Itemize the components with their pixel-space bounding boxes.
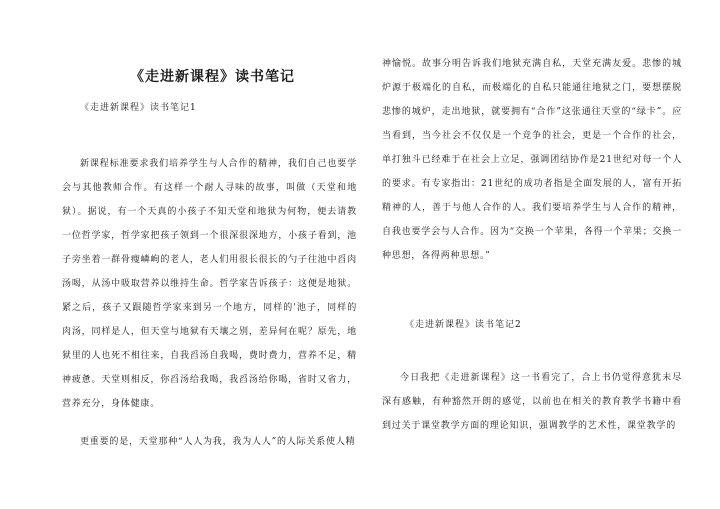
paragraph-2: 更重要的是，天堂那种“人人为我，我为人人”的人际关系使人精: [80, 437, 356, 447]
section-heading-2: 《走进新课程》读书笔记2: [405, 320, 522, 330]
paragraph-1: 新课程标准要求我们培养学生与人合作的精神，我们自己也要学会与其他教师合作。有这样一个耐人寻味的故事，叫做（天堂和地狱）。据说，有一个天真的小孩子不知天堂和地狱为何物，便去请教一位哲学家，哲学家把孩子领到一个很深很深地方，小孩子看到，池子旁坐着一群骨瘦嶙峋的老人，老人们用很长很长的勺子往池中舀肉汤喝，从汤中吸取营养以维持生命。哲学家告诉孩子：这便是地狱。紧之后，孩子又跟随哲学家来到另一个地方，同样的'池子，同样的肉汤，同样是人，但天堂与地狱有天壤之别，差异何在呢？原先，地狱里的人也死不相往来，自我舀汤自我喝，费时费力，营养不足，精神疲惫。天堂则相反，你舀汤给我喝，我舀汤给你喝，省时又省力，营养充分，身体健康。: [62, 159, 357, 409]
page-title: 《走进新课程》读书笔记: [130, 69, 295, 85]
paragraph-3: 神愉悦。故事分明告诉我们地狱充满自私，天堂充满友爱。悲惨的城炉源于极端化的自私，而极端化的自私只能通往地狱之门，要想摆脱悲惨的城炉，走出地狱，就要拥有“合作”这张通往天堂的“绿卡”。应当看到，当今社会不仅仅是一个竞争的社会，更是一个合作的社会，单打独斗已经难于在社会上立足，强调团结协作是21世纪对每一个人的要求。有专家指出：21世纪的成功者指是全面发展的人，富有开拓精神的人，善于与他人合作的人。我们要培养学生与人合作的精神，自我也要学会与人合作。因为“交换一个苹果，各得一个苹果；交换一种思想，各得两种思想。”: [382, 59, 682, 261]
paragraph-4: 今日我把《走进新课程》这一书看完了，合上书仍觉得意犹未尽深有感触，有种豁然开朗的感觉，以前也在相关的教育教学书籍中看到过关于课堂教学方面的理论知识，强调教学的艺术性，课堂教学的: [382, 373, 682, 431]
section-heading-1: 《走进新课程》读书笔记1: [80, 103, 197, 113]
